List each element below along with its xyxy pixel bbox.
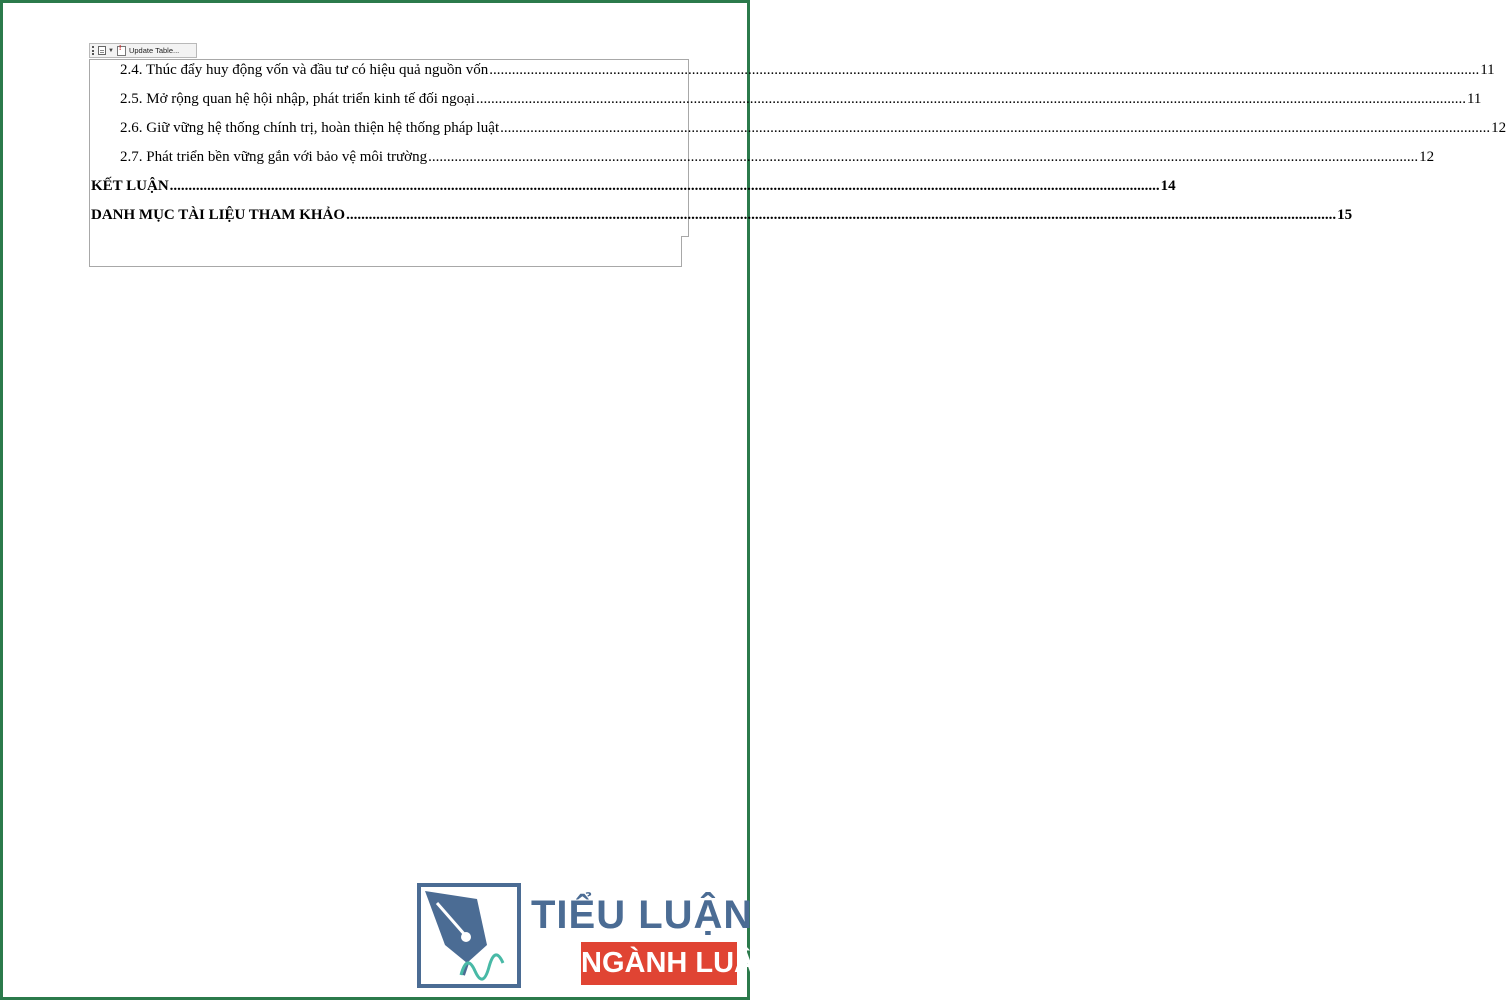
- toc-entry-page: 15: [1337, 207, 1353, 223]
- toc-entry-text: KẾT LUẬN: [91, 178, 169, 194]
- toc-entry-page: 11: [1466, 91, 1482, 107]
- toc-leader-dots: [170, 178, 1160, 195]
- toolbar-grip-icon[interactable]: [92, 46, 95, 55]
- toc-entry-text: 2.5. Mở rộng quan hệ hội nhập, phát triển kinh tế đối ngoại: [120, 91, 475, 107]
- pen-nib-logo-icon: [417, 883, 521, 988]
- logo-text-top: TIỂU LUẬN: [531, 893, 754, 937]
- toc-field-toolbar[interactable]: [89, 43, 197, 58]
- toc-leader-dots: [489, 62, 1479, 79]
- toc-entry-text: DANH MỤC TÀI LIỆU THAM KHẢO: [91, 207, 346, 223]
- toc-field-box-bottom: [89, 236, 682, 267]
- toc-entry[interactable]: [120, 62, 1495, 79]
- toc-entry-text: 2.6. Giữ vững hệ thống chính trị, hoàn thiện hệ thống pháp luật: [120, 120, 500, 136]
- table-of-contents-icon[interactable]: [98, 46, 106, 55]
- toc-entry[interactable]: [120, 149, 1435, 166]
- chevron-down-icon[interactable]: ▼: [108, 47, 114, 54]
- toc-leader-dots: [346, 207, 1336, 224]
- update-table-button[interactable]: Update Table...: [128, 46, 180, 55]
- toc-entry-text: 2.7. Phát triển bền vững gắn với bảo vệ môi trường: [120, 149, 428, 165]
- logo-text-bottom: NGÀNH LUẬT: [581, 942, 737, 985]
- toc-entry[interactable]: [120, 120, 1506, 137]
- update-table-icon[interactable]: [117, 46, 126, 56]
- toc-entry-page: 11: [1480, 62, 1495, 78]
- toc-entry-text: 2.4. Thúc đẩy huy động vốn và đầu tư có hiệu quả nguồn vốn: [120, 62, 489, 78]
- toc-entry-conclusion[interactable]: [91, 178, 1176, 195]
- tieu-luan-nganh-luat-logo: [417, 883, 773, 988]
- toc-entry-page: 12: [1419, 149, 1435, 165]
- toc-entry-page: 14: [1160, 178, 1176, 194]
- toc-entry-page: 12: [1491, 120, 1506, 136]
- toc-leader-dots: [428, 149, 1418, 166]
- toc-entry[interactable]: [120, 91, 1482, 108]
- toc-leader-dots: [476, 91, 1466, 108]
- toc-entry-references[interactable]: [91, 207, 1353, 224]
- toc-leader-dots: [500, 120, 1490, 137]
- toc-field-box-corner: [681, 236, 689, 237]
